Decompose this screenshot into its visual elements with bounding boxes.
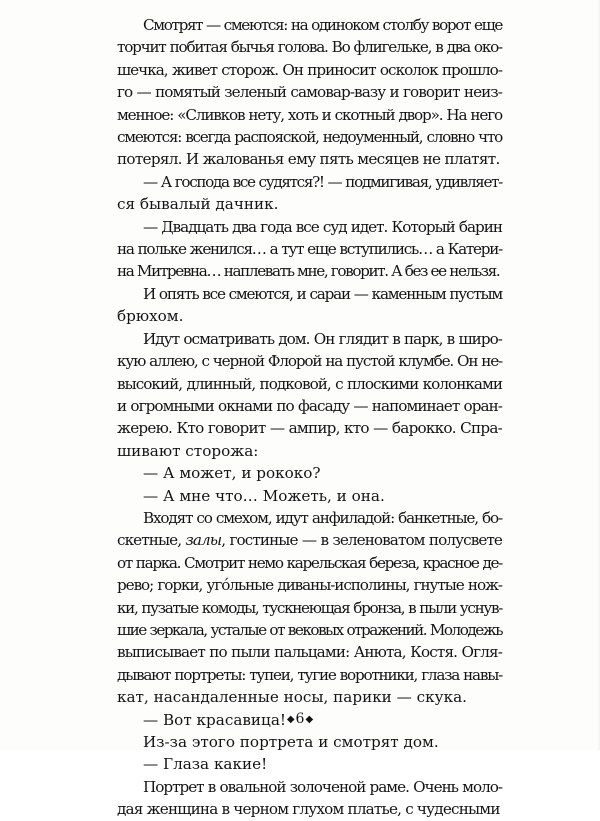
- text-line: — Двадцать два года все суд идет. Который барин: [143, 217, 502, 236]
- text-line: дывают портреты: тупеи, тугие воротники, глаза навы-: [117, 665, 502, 684]
- text-line: торчит побитая бычья голова. Во флигельке, в два око-: [117, 38, 502, 57]
- text-line: дая женщина в черном глухом платье, с чудесными: [117, 800, 500, 819]
- paragraph: [117, 485, 502, 507]
- text-line: Входят со смехом, идут анфиладой: банкетные, бо-: [143, 508, 502, 527]
- paragraph: [117, 776, 502, 821]
- text-line: высокий, длинный, подковой, с плоскими колонками: [117, 374, 502, 393]
- text-line: шечка, живет сторож. Он приносит осколок прошло-: [117, 60, 502, 79]
- paragraph: [117, 216, 502, 283]
- paragraph: [117, 753, 502, 775]
- text-line: — А мне что… Можеть, и она.: [143, 486, 385, 505]
- text-line: Идут осматривать дом. Он глядит в парк, в широ-: [143, 329, 502, 348]
- text-line: — А может, и рококо?: [143, 464, 321, 483]
- text-line: кат, насандаленные носы, парики — скука.: [117, 688, 467, 707]
- text-line: смеются: всегда распояской, недоуменный, словно что: [117, 128, 502, 147]
- text-line: скетные, залы, гостиные — в зеленоватом полусвете: [117, 531, 503, 550]
- text-line: го — помятый зеленый самовар-вазу и говорит неиз-: [117, 83, 502, 102]
- text-line: на польке женился… а тут еще вступились… а Катери-: [117, 240, 502, 259]
- paragraph: [117, 731, 502, 753]
- paragraph: [117, 328, 502, 462]
- paragraph: [117, 507, 502, 709]
- text-line: шие зеркала, усталые от вековых отражений. Молодежь: [117, 620, 502, 639]
- text-line: Смотрят — смеются: на одиноком столбу ворот еще: [143, 16, 502, 34]
- text-line: И опять все смеются, и сараи — каменным пустым: [143, 284, 502, 303]
- text-line: — Глаза какие!: [143, 755, 268, 774]
- text-line: и огромными окнами по фасаду — напоминает оран-: [117, 396, 502, 415]
- text-line: Портрет в овальной золоченой раме. Очень моло-: [143, 777, 502, 796]
- text-line: — А господа все судятся?! — подмигивая, удивляет-: [143, 172, 502, 191]
- text-line: жерею. Кто говорит — ампир, кто — барокко. Спра-: [117, 419, 502, 438]
- paragraph: [117, 171, 502, 216]
- text-line: брюхом.: [117, 307, 184, 326]
- text-line: кую аллею, с черной Флорой на пустой клумбе. Он не-: [117, 352, 502, 371]
- text-line: от парка. Смотрит немо карельская береза, красное де-: [117, 553, 502, 572]
- text-line: менное: «Сливков нету, хоть и скотный двор». На него: [117, 105, 502, 124]
- text-line: рево; горки, угóльные диваны-исполины, гнутые нож-: [117, 576, 502, 595]
- text-line: ки, пузатые комоды, тускнеющая бронза, в пыли уснув-: [117, 598, 502, 617]
- text-line: ся бывалый дачник.: [117, 195, 279, 214]
- page-number-footer: [0, 711, 600, 727]
- text-line: выписывает по пыли пальцами: Анюта, Костя. Огля-: [117, 643, 502, 662]
- ornament-right-icon: ◆: [305, 714, 314, 725]
- body-text: [117, 14, 502, 821]
- paragraph: [117, 462, 502, 484]
- text-line: шивают сторожа:: [117, 441, 259, 460]
- text-line: — Вот красавица!: [143, 710, 286, 729]
- paragraph: [117, 14, 502, 171]
- text-line: Из-за этого портрета и смотрят дом.: [143, 733, 439, 751]
- text-line: на Митревна… наплевать мне, говорит. А без ее нельзя.: [117, 262, 500, 281]
- ornament-left-icon: ◆: [286, 714, 295, 725]
- page-number: 6: [295, 711, 305, 727]
- paragraph: [117, 283, 502, 328]
- text-line: потерял. И жалованья ему пять месяцев не платят.: [117, 150, 500, 169]
